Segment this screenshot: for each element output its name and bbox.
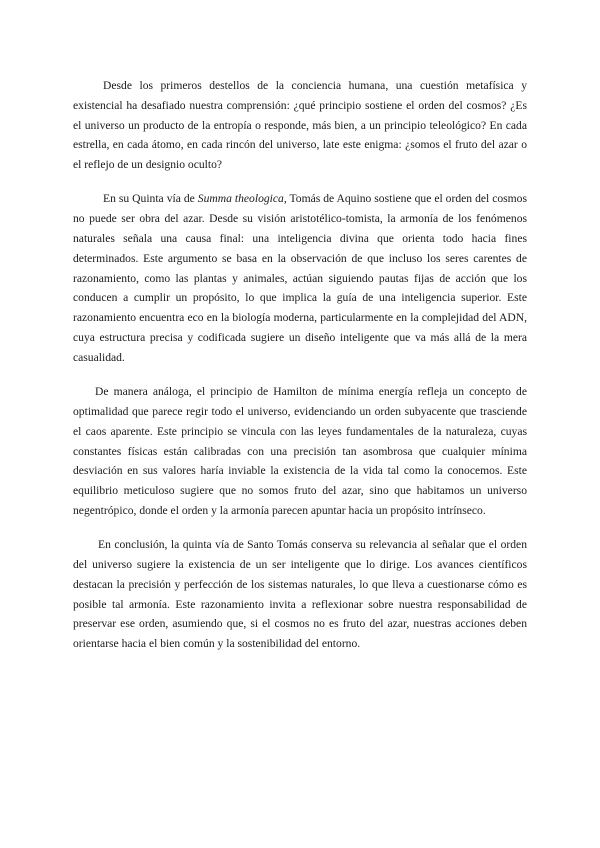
paragraph-text: De manera análoga, el principio de Hamilton de mínima energía refleja un concepto de optimalidad que parece regir todo el universo, evidenciando un orden subyacente que trasciende el caos aparente. Este principio se vincula con las leyes fundamentales de la naturaleza, cuyas constantes físicas están calibradas con una precisión tan asombrosa que cualquier mínima desviación en sus valores haría inviable la existencia de la vida tal como la conocemos. Este equilibrio meticuloso sugiere que no somos fruto del azar, sino que habitamos un universo negentrópico, donde el orden y la armonía parecen apuntar hacia un propósito intrínseco. [73,385,527,517]
document-body [73,76,527,669]
paragraph-text: En su Quinta vía de [103,192,198,206]
paragraph-quinta-via [73,189,527,367]
paragraph-text: En conclusión, la quinta vía de Santo Tomás conserva su relevancia al señalar que el orden del universo sugiere la existencia de un ser inteligente que lo dirige. Los avances científicos destacan la precisión y perfección de los sistemas naturales, lo que lleva a cuestionarse cómo es posible tal armonía. Este razonamiento invita a reflexionar sobre nuestra responsabilidad de preservar ese orden, asumiendo que, si el cosmos no es fruto del azar, nuestras acciones deben orientarse hacia el bien común y la sostenibilidad del entorno. [73,538,527,651]
paragraph-conclusion [73,535,527,654]
book-title: Summa theologica [197,192,284,206]
paragraph-hamilton [73,382,527,521]
paragraph-introduction [73,76,527,175]
paragraph-text: , Tomás de Aquino sostiene que el orden del cosmos no puede ser obra del azar. Desde su visión aristotélico-tomista, la armonía de los fenómenos naturales señala una causa final: una inteligencia divina que orienta todo hacia fines determinados. Este argumento se basa en la observación de que incluso los seres carentes de razonamiento, como las plantas y animales, actúan siguiendo pautas fijas de acción que los conducen a cumplir un propósito, lo que implica la guía de una inteligencia superior. Este razonamiento encuentra eco en la biología moderna, particularmente en la complejidad del ADN, cuya estructura precisa y codificada sugiere un diseño inteligente que va más allá de la mera casualidad. [73,192,527,364]
paragraph-text: Desde los primeros destellos de la conciencia humana, una cuestión metafísica y existencial ha desafiado nuestra comprensión: ¿qué principio sostiene el orden del cosmos? ¿Es el universo un producto de la entropía o responde, más bien, a un principio teleológico? En cada estrella, en cada átomo, en cada rincón del universo, late este enigma: ¿somos el fruto del azar o el reflejo de un designio oculto? [73,79,527,172]
